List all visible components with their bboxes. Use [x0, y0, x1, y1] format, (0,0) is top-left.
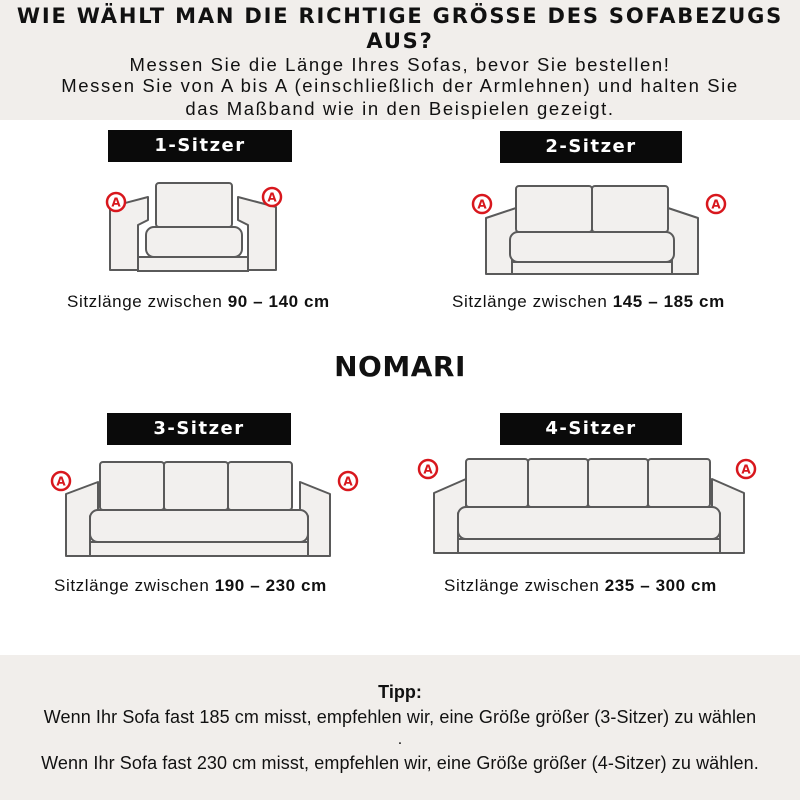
caption-prefix: Sitzlänge zwischen	[67, 292, 228, 311]
marker-a-right	[737, 460, 755, 478]
label-3-sitzer: 3-Sitzer	[107, 413, 291, 445]
caption-range: 235 – 300 cm	[604, 576, 717, 595]
svg-text:A: A	[423, 462, 433, 477]
sofa-4-sitzer-illustration	[414, 455, 764, 560]
svg-text:A: A	[477, 197, 487, 212]
caption-4-sitzer	[444, 576, 717, 596]
svg-text:A: A	[56, 474, 66, 489]
marker-a-right	[339, 472, 357, 490]
subtitle-line-1: Messen Sie die Länge Ihres Sofas, bevor Sie bestellen!	[129, 54, 671, 75]
subtitle-text-2: Messen Sie von A bis A (einschließlich der Armlehnen) und halten Sie	[61, 75, 739, 96]
tip-line-2: .	[397, 731, 403, 748]
label-4-sitzer: 4-Sitzer	[500, 413, 682, 445]
caption-prefix: Sitzlänge zwischen	[452, 292, 613, 311]
caption-2-sitzer	[452, 292, 725, 312]
title-line-1: WIE WÄHLT MAN DIE RICHTIGE GRÖSSE DES SOFABEZUGS	[16, 4, 784, 28]
tip-section	[0, 655, 800, 800]
sofa-2-sitzer-drawing	[486, 186, 698, 274]
svg-text:A: A	[111, 195, 121, 210]
caption-range: 145 – 185 cm	[612, 292, 725, 311]
caption-prefix: Sitzlänge zwischen	[444, 576, 605, 595]
tip-line-1: Wenn Ihr Sofa fast 185 cm misst, empfehlen wir, eine Größe größer (3-Sitzer) zu wählen	[43, 707, 757, 727]
sofa-1-sitzer-drawing	[110, 183, 276, 271]
svg-text:A: A	[711, 197, 721, 212]
sofa-4-sitzer-drawing	[434, 459, 744, 553]
sofa-2-sitzer-illustration	[470, 182, 760, 282]
marker-a-left	[419, 460, 437, 478]
brand-logo: NOMARI	[334, 350, 466, 383]
caption-range: 190 – 230 cm	[214, 576, 327, 595]
sofa-1-sitzer-illustration	[98, 175, 303, 280]
tip-title: Tipp:	[378, 682, 422, 702]
label-1-sitzer: 1-Sitzer	[108, 130, 292, 162]
sofa-3-sitzer-drawing	[66, 462, 330, 556]
svg-text:A: A	[741, 462, 751, 477]
header	[0, 0, 800, 120]
tip-line-3: Wenn Ihr Sofa fast 230 cm misst, empfehlen wir, eine Größe größer (4-Sitzer) zu wählen.	[41, 753, 759, 773]
label-2-sitzer: 2-Sitzer	[500, 131, 682, 163]
svg-text:A: A	[267, 190, 277, 205]
marker-a-right	[263, 188, 281, 206]
svg-text:A: A	[343, 474, 353, 489]
caption-prefix: Sitzlänge zwischen	[54, 576, 215, 595]
marker-a-left	[473, 195, 491, 213]
marker-a-left	[107, 193, 125, 211]
title-line-2: AUS?	[366, 29, 434, 53]
caption-1-sitzer	[67, 292, 330, 312]
marker-a-right	[707, 195, 725, 213]
sofa-3-sitzer-illustration	[48, 458, 368, 563]
page-title	[0, 4, 800, 54]
caption-3-sitzer	[54, 576, 327, 596]
subtitle-text-3: das Maßband wie in den Beispielen gezeigt.	[185, 98, 615, 119]
subtitle-line-2	[0, 74, 800, 120]
marker-a-left	[52, 472, 70, 490]
caption-range: 90 – 140 cm	[227, 292, 330, 311]
